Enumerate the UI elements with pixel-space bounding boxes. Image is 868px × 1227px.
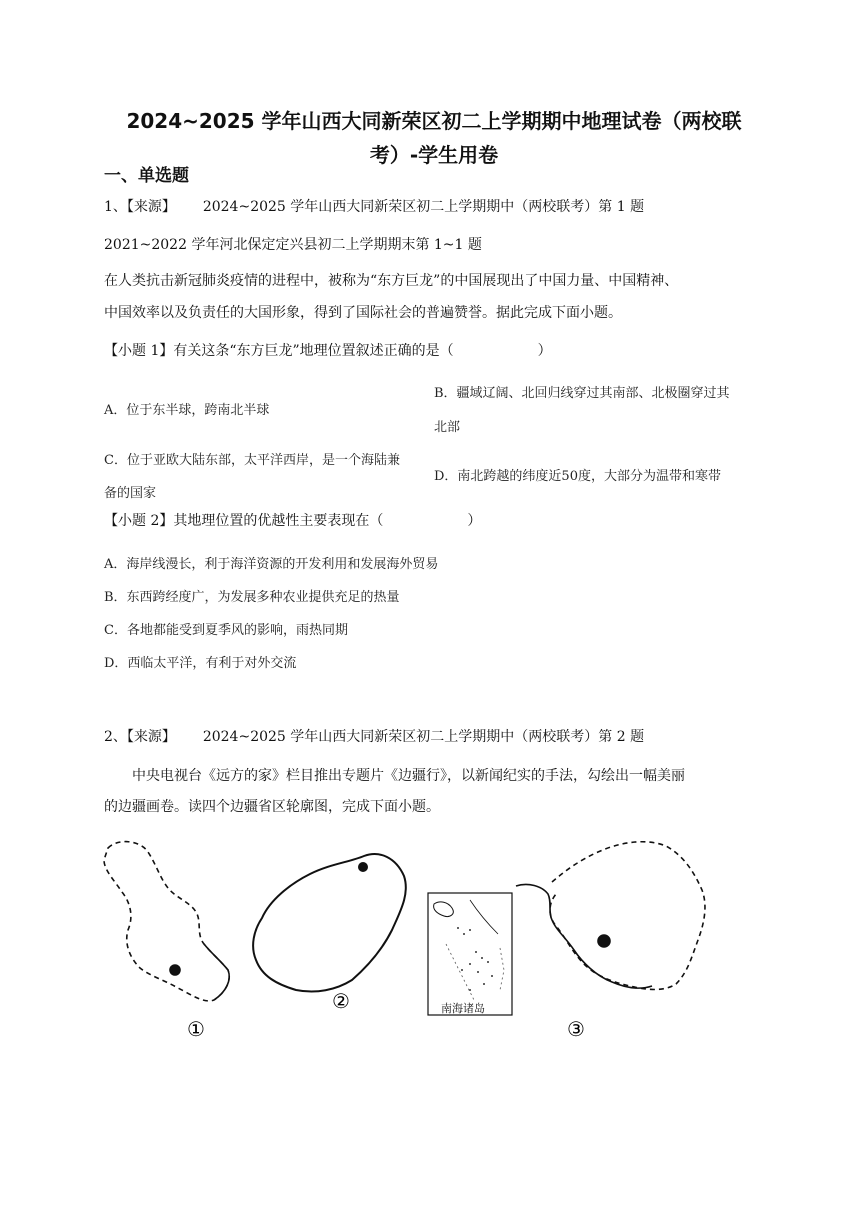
q1-sub2-option-c[interactable]: C．各地都能受到夏季风的影响，雨热同期 [104,623,348,638]
q1-stem-line2: 中国效率以及负责任的大国形象，得到了国际社会的普遍赞誉。据此完成下面小题。 [104,305,622,321]
q1-stem-line1: 在人类抗击新冠肺炎疫情的进程中，被称为“东方巨龙”的中国展现出了中国力量、中国精神、 [104,273,679,289]
province-outline-2 [253,854,406,992]
section-heading: 一、单选题 [104,166,189,186]
province-outline-1 [104,842,229,1001]
q2-source-text: 2024~2025 学年山西大同新荣区初二上学期期中（两校联考）第 2 题 [202,729,645,745]
q1-sub2-paren-close: ） [467,513,482,529]
q2-stem-line2: 的边疆画卷。读四个边疆省区轮廓图，完成下面小题。 [104,799,440,815]
q1-source-text: 2024~2025 学年山西大同新荣区初二上学期期中（两校联考）第 1 题 [202,199,645,215]
capital-dot-3 [598,935,610,947]
q1-sub2-option-b[interactable]: B．东西跨经度广，为发展多种农业提供充足的热量 [104,590,400,605]
figure-label-3: ③ [567,1017,585,1041]
south-china-sea-inset [428,893,512,1015]
q1-source2: 2021~2022 学年河北保定定兴县初二上学期期末第 1~1 题 [104,237,482,253]
q1-sub2-option-d[interactable]: D．西临太平洋，有利于对外交流 [104,656,297,671]
q1-sub1-option-b-line2[interactable]: 北部 [434,420,461,435]
q2-source-label: 2、【来源】 [104,729,176,745]
province-outline-3 [516,842,705,990]
exam-title-line2: 考）-学生用卷 [369,143,499,167]
q1-sub1-option-a[interactable]: A．位于东半球，跨南北半球 [104,403,270,418]
figure-label-2: ② [332,989,350,1013]
capital-dot-1 [170,965,180,975]
inset-caption: 南海诸岛 [441,1002,485,1015]
q1-sub1-option-b-line1[interactable]: B．疆域辽阔、北回归线穿过其南部、北极圈穿过其 [434,386,730,401]
q2-stem-line1: 中央电视台《远方的家》栏目推出专题片《边疆行》，以新闻纪实的手法，勾绘出一幅美丽 [132,768,685,784]
q1-sub2-prompt-text: 【小题 2】其地理位置的优越性主要表现在（ [104,513,384,529]
q1-sub2-option-a[interactable]: A．海岸线漫长，利于海洋资源的开发利用和发展海外贸易 [104,557,439,572]
capital-dot-2 [359,863,367,871]
q1-sub1-option-c-line2[interactable]: 备的国家 [104,486,157,501]
q1-sub1-paren-close: ） [537,343,552,359]
q1-source-label: 1、【来源】 [104,199,176,215]
figure-label-1: ① [187,1017,205,1041]
q1-sub1-prompt-text: 【小题 1】有关这条“东方巨龙”地理位置叙述正确的是（ [104,343,454,359]
exam-title-line1: 2024~2025 学年山西大同新荣区初二上学期期中地理试卷（两校联 [126,109,742,133]
q1-sub1-option-c-line1[interactable]: C．位于亚欧大陆东部，太平洋西岸，是一个海陆兼 [104,453,400,468]
q1-sub1-option-d[interactable]: D．南北跨越的纬度近50度，大部分为温带和寒带 [434,469,721,484]
